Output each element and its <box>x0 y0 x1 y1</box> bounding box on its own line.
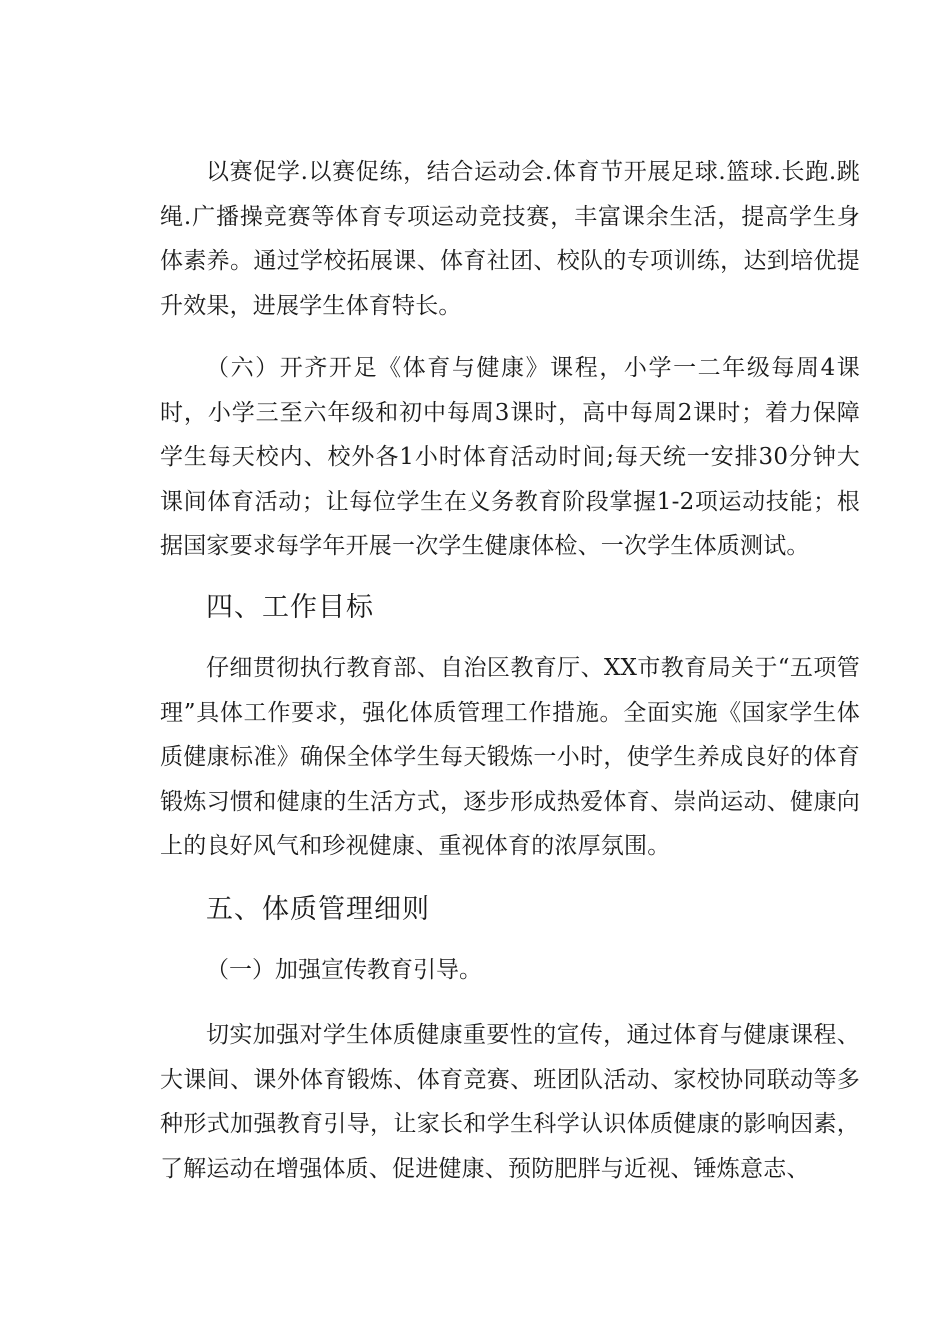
body-paragraph-competitions: 以赛促学.以赛促练，结合运动会.体育节开展足球.篮球.长跑.跳绳.广播操竞赛等体育专项运动竞技赛，丰富课余生活，提高学生身体素养。通过学校拓展课、体育社团、校队的专项训练，达到培优提升效果，进展学生体育特长。 <box>160 159 860 319</box>
body-paragraph-pe-curriculum: （六）开齐开足《体育与健康》课程，小学一二年级每周4课时，小学三至六年级和初中每周3课时，高中每周2课时；着力保障学生每天校内、校外各1小时体育活动时间;每天统一安排30分钟大课间体育活动；让每位学生在义务教育阶段掌握1-2项运动技能；根据国家要求每学年开展一次学生健康体检、一次学生体质测试。 <box>160 355 860 560</box>
body-paragraph-publicity: 切实加强对学生体质健康重要性的宣传，通过体育与健康课程、大课间、课外体育锻炼、体育竞赛、班团队活动、家校协同联动等多种形式加强教育引导，让家长和学生科学认识体质健康的影响因素，了解运动在增强体质、促进健康、预防肥胖与近视、锤炼意志、 <box>160 1022 860 1182</box>
section-heading-management-rules: 五、体质管理细则 <box>206 894 430 925</box>
subheading-publicity-guidance: （一）加强宣传教育引导。 <box>206 957 482 983</box>
section-heading-work-goals: 四、工作目标 <box>206 592 374 623</box>
body-paragraph-work-goals: 仔细贯彻执行教育部、自治区教育厅、XX市教育局关于“五项管理”具体工作要求，强化体质管理工作措施。全面实施《国家学生体质健康标准》确保全体学生每天锻炼一小时，使学生养成良好的体育锻炼习惯和健康的生活方式，逐步形成热爱体育、崇尚运动、健康向上的良好风气和珍视健康、重视体育的浓厚氛围。 <box>160 655 860 860</box>
